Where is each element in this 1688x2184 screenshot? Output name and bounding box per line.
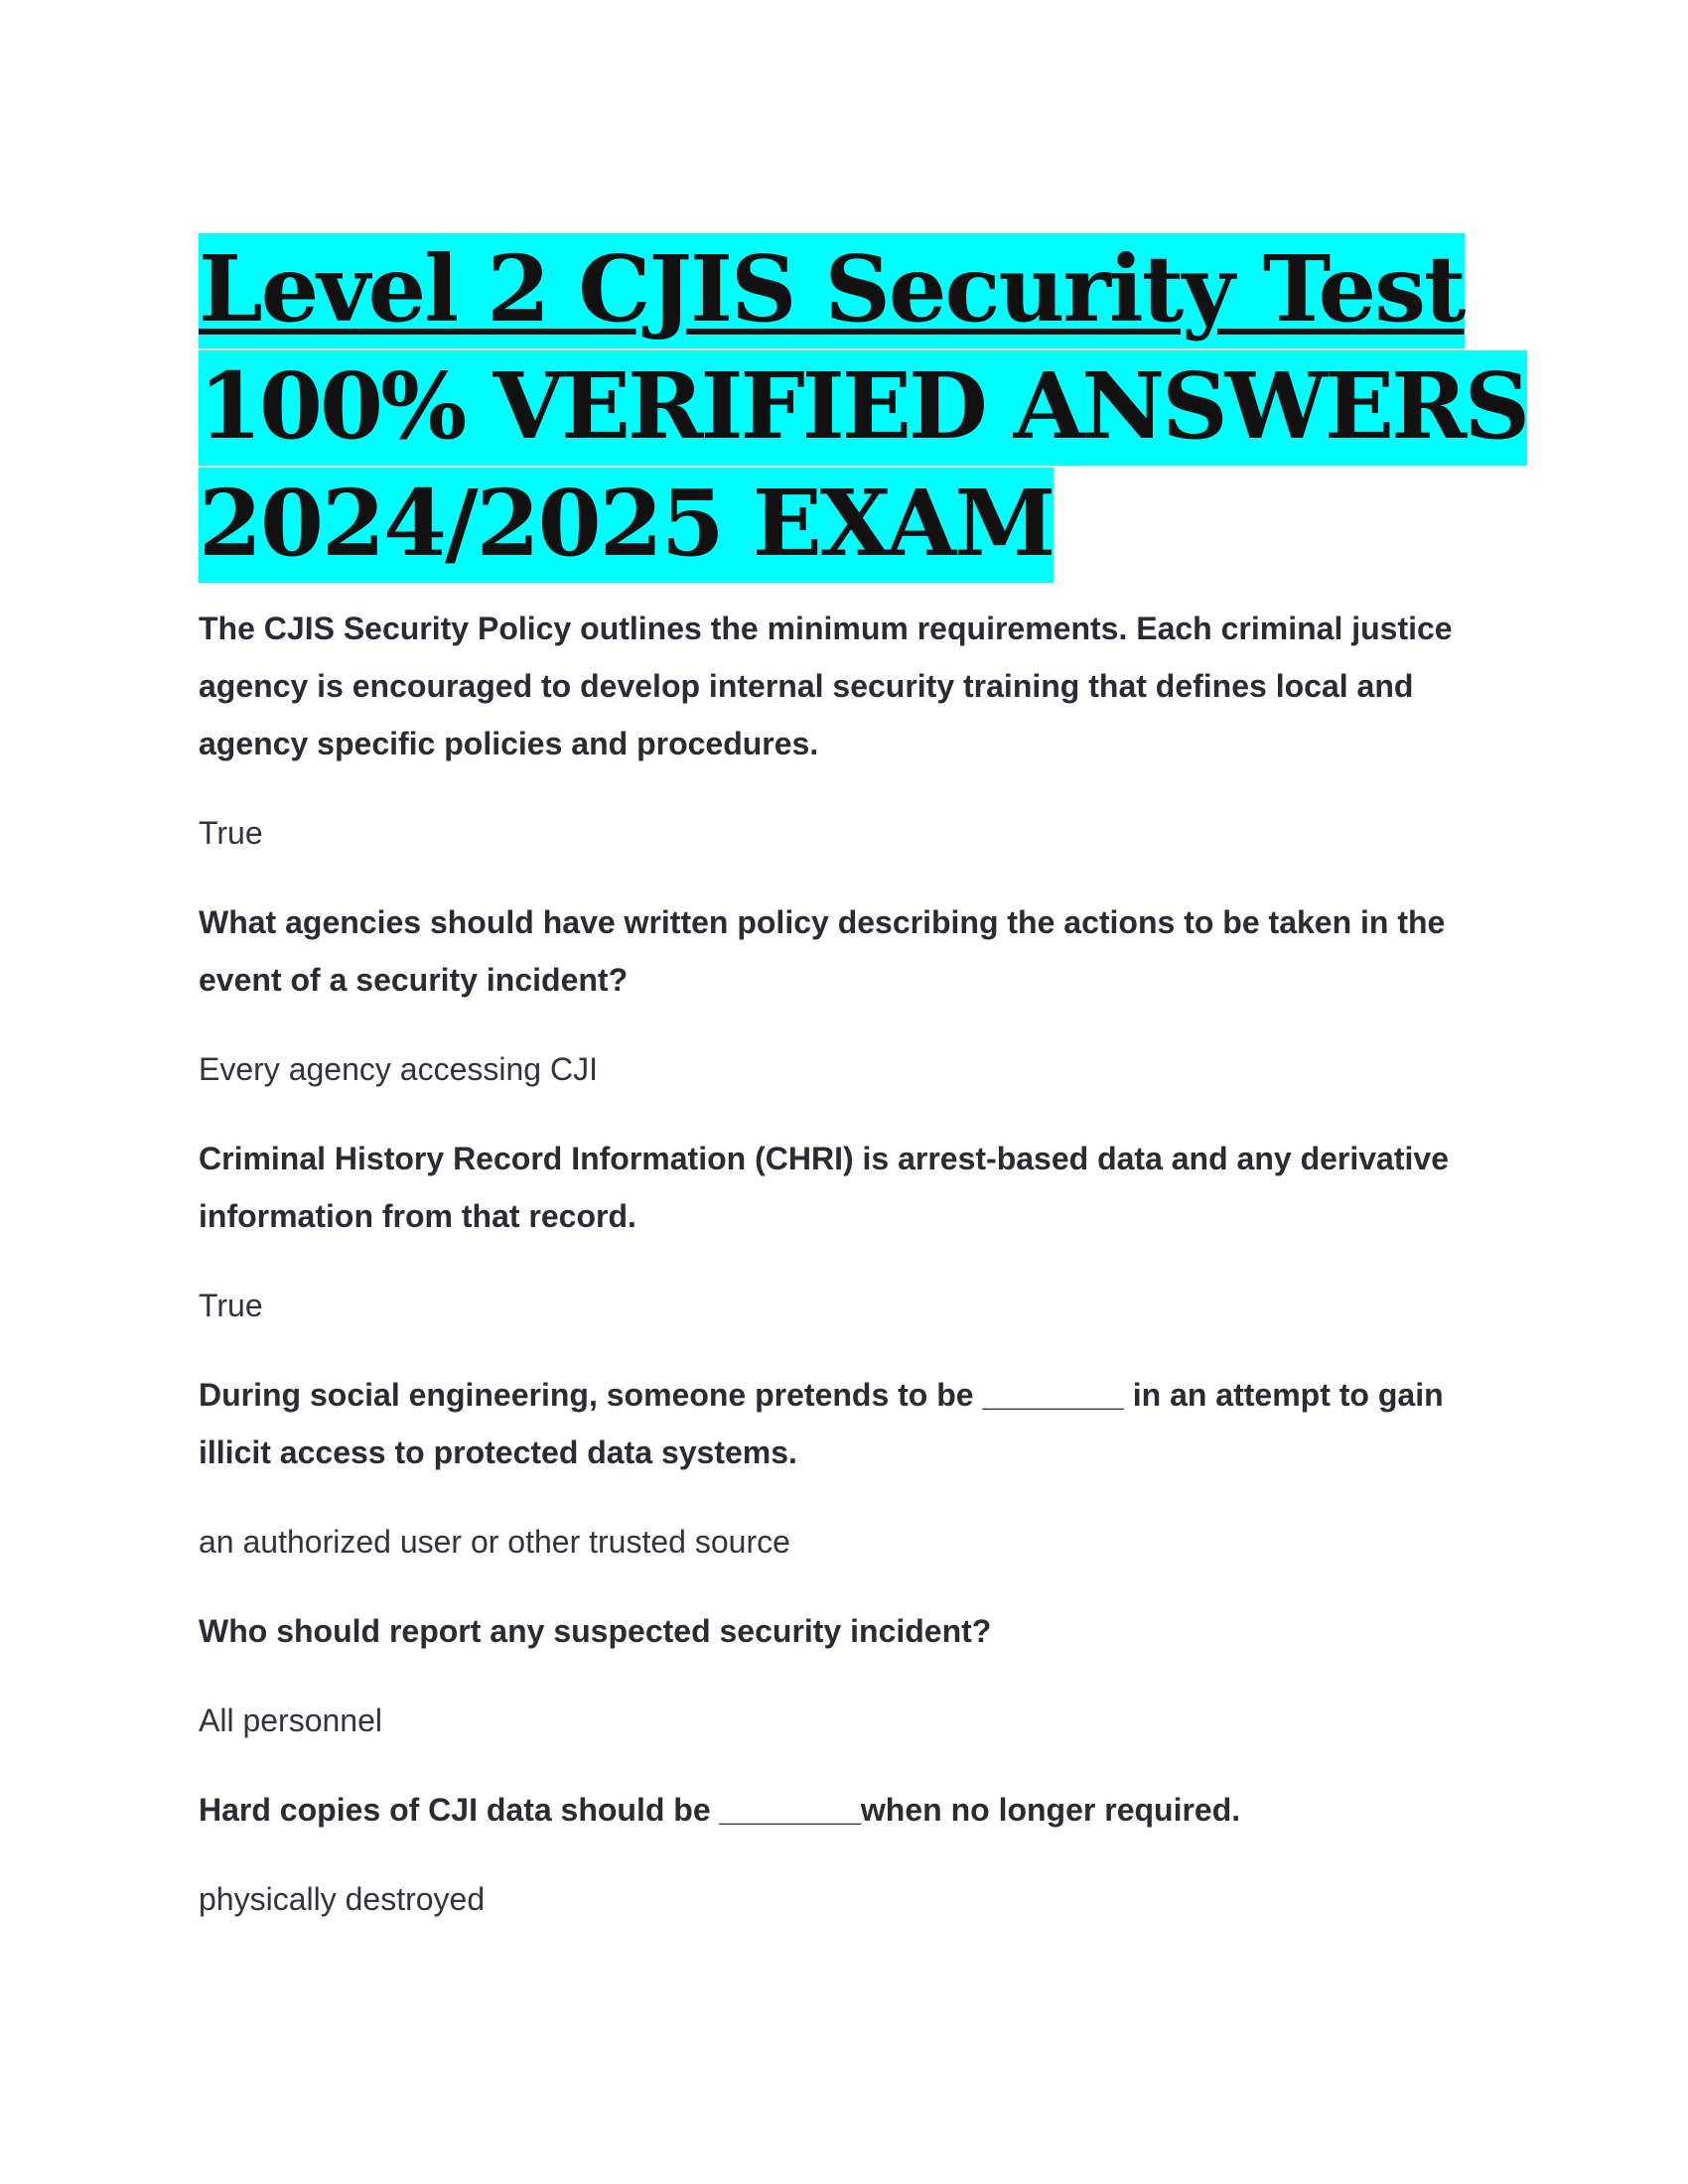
- answer-6: physically destroyed: [199, 1881, 486, 1917]
- question-3: Criminal History Record Information (CHRI) is arrest-based data and any derivative information from that record.: [199, 1141, 1449, 1234]
- question-2: What agencies should have written policy describing the actions to be taken in the event of a security incident?: [199, 904, 1446, 998]
- qa-item-6: [199, 1781, 1489, 1928]
- title-text-2: 100% VERIFIED ANSWERS: [199, 350, 1527, 466]
- qa-item-2: [199, 893, 1489, 1098]
- question-1: The CJIS Security Policy outlines the minimum requirements. Each criminal justice agency is encouraged to develop internal security training that defines local and agency specific policies and procedures.: [199, 611, 1453, 761]
- qa-item-4: [199, 1366, 1489, 1570]
- question-4: During social engineering, someone pretends to be ________ in an attempt to gain illicit access to protected data systems.: [199, 1377, 1444, 1470]
- answer-4: an authorized user or other trusted source: [199, 1524, 790, 1560]
- title-line-3: [199, 465, 1489, 582]
- answer-5: All personnel: [199, 1703, 382, 1738]
- qa-item-1: [199, 600, 1489, 862]
- title-text-1: Level 2 CJIS Security Test: [199, 233, 1465, 348]
- title-text-3: 2024/2025 EXAM: [199, 468, 1054, 583]
- qa-item-5: [199, 1602, 1489, 1749]
- title-line-2: [199, 347, 1528, 465]
- document-title: [199, 230, 1528, 582]
- answer-1: True: [199, 815, 263, 851]
- answer-3: True: [199, 1288, 263, 1323]
- question-5: Who should report any suspected security incident?: [199, 1613, 992, 1649]
- qa-item-3: [199, 1130, 1489, 1334]
- question-6: Hard copies of CJI data should be ________when no longer required.: [199, 1792, 1241, 1828]
- answer-2: Every agency accessing CJI: [199, 1051, 598, 1087]
- title-line-1: [199, 230, 1489, 347]
